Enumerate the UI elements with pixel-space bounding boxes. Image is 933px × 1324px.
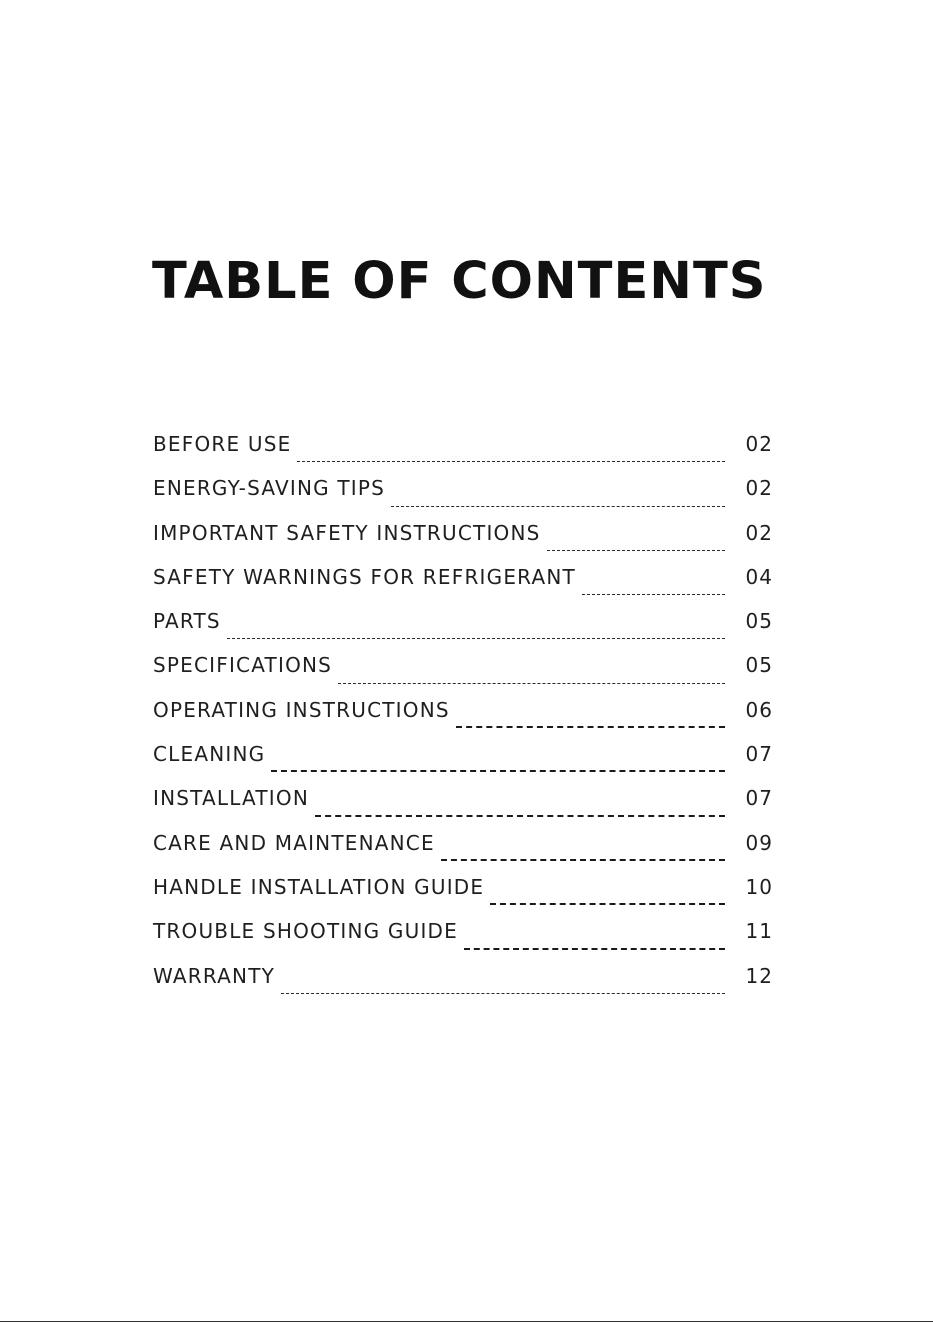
toc-entry [153, 698, 773, 742]
toc-entry-label: WARRANTY [153, 963, 276, 988]
toc-entry-page: 09 [745, 830, 773, 855]
dotted-leader [464, 948, 725, 950]
toc-entry [153, 875, 773, 919]
dotted-leader [338, 683, 725, 684]
toc-entry-page: 02 [745, 520, 773, 545]
page-title: TABLE OF CONTENTS [152, 252, 767, 311]
toc-entry-label: BEFORE USE [153, 432, 292, 456]
toc-entry-page: 05 [745, 653, 773, 678]
toc-entry-page: 06 [745, 697, 773, 722]
dotted-leader [441, 859, 725, 861]
toc-entry-page: 04 [745, 564, 773, 589]
toc-entry [153, 521, 773, 565]
toc-entry [153, 609, 773, 653]
toc-entry-label: CLEANING [153, 742, 266, 767]
dotted-leader [547, 550, 725, 551]
page-bottom-rule [0, 1321, 933, 1322]
toc-entry-label: SAFETY WARNINGS FOR REFRIGERANT [153, 564, 576, 589]
dotted-leader [227, 638, 725, 639]
toc-entry [153, 432, 773, 476]
toc-entry-label: IMPORTANT SAFETY INSTRUCTIONS [153, 520, 541, 545]
toc-entry-label: HANDLE INSTALLATION GUIDE [153, 874, 485, 899]
toc-entry-page: 07 [745, 742, 773, 767]
toc-entry-page: 02 [745, 432, 773, 456]
dotted-leader [456, 726, 725, 728]
toc-entry-label: TROUBLE SHOOTING GUIDE [153, 919, 458, 944]
toc-entry-page: 12 [745, 963, 773, 988]
toc-entry-page: 10 [745, 874, 773, 899]
toc-entry-label: OPERATING INSTRUCTIONS [153, 697, 450, 722]
dotted-leader [297, 461, 725, 462]
toc-entry [153, 786, 773, 830]
dotted-leader [391, 506, 725, 507]
toc-entry-page: 05 [745, 609, 773, 634]
toc-entry-label: SPECIFICATIONS [153, 653, 333, 678]
toc-entry [153, 476, 773, 520]
toc-entry-label: ENERGY-SAVING TIPS [153, 476, 386, 501]
toc-entry [153, 565, 773, 609]
toc-entry-page: 07 [745, 786, 773, 811]
toc-entry-page: 02 [745, 476, 773, 501]
dotted-leader [582, 594, 725, 595]
dotted-leader [271, 770, 725, 772]
dotted-leader [315, 815, 725, 817]
table-of-contents [153, 432, 773, 1008]
toc-entry-label: PARTS [153, 609, 221, 634]
toc-entry [153, 964, 773, 1008]
toc-entry [153, 831, 773, 875]
dotted-leader [281, 993, 725, 994]
toc-entry [153, 919, 773, 963]
dotted-leader [490, 903, 725, 905]
toc-entry-label: INSTALLATION [153, 786, 309, 811]
toc-entry [153, 742, 773, 786]
toc-entry-label: CARE AND MAINTENANCE [153, 830, 435, 855]
toc-entry [153, 653, 773, 697]
toc-entry-page: 11 [745, 919, 773, 944]
